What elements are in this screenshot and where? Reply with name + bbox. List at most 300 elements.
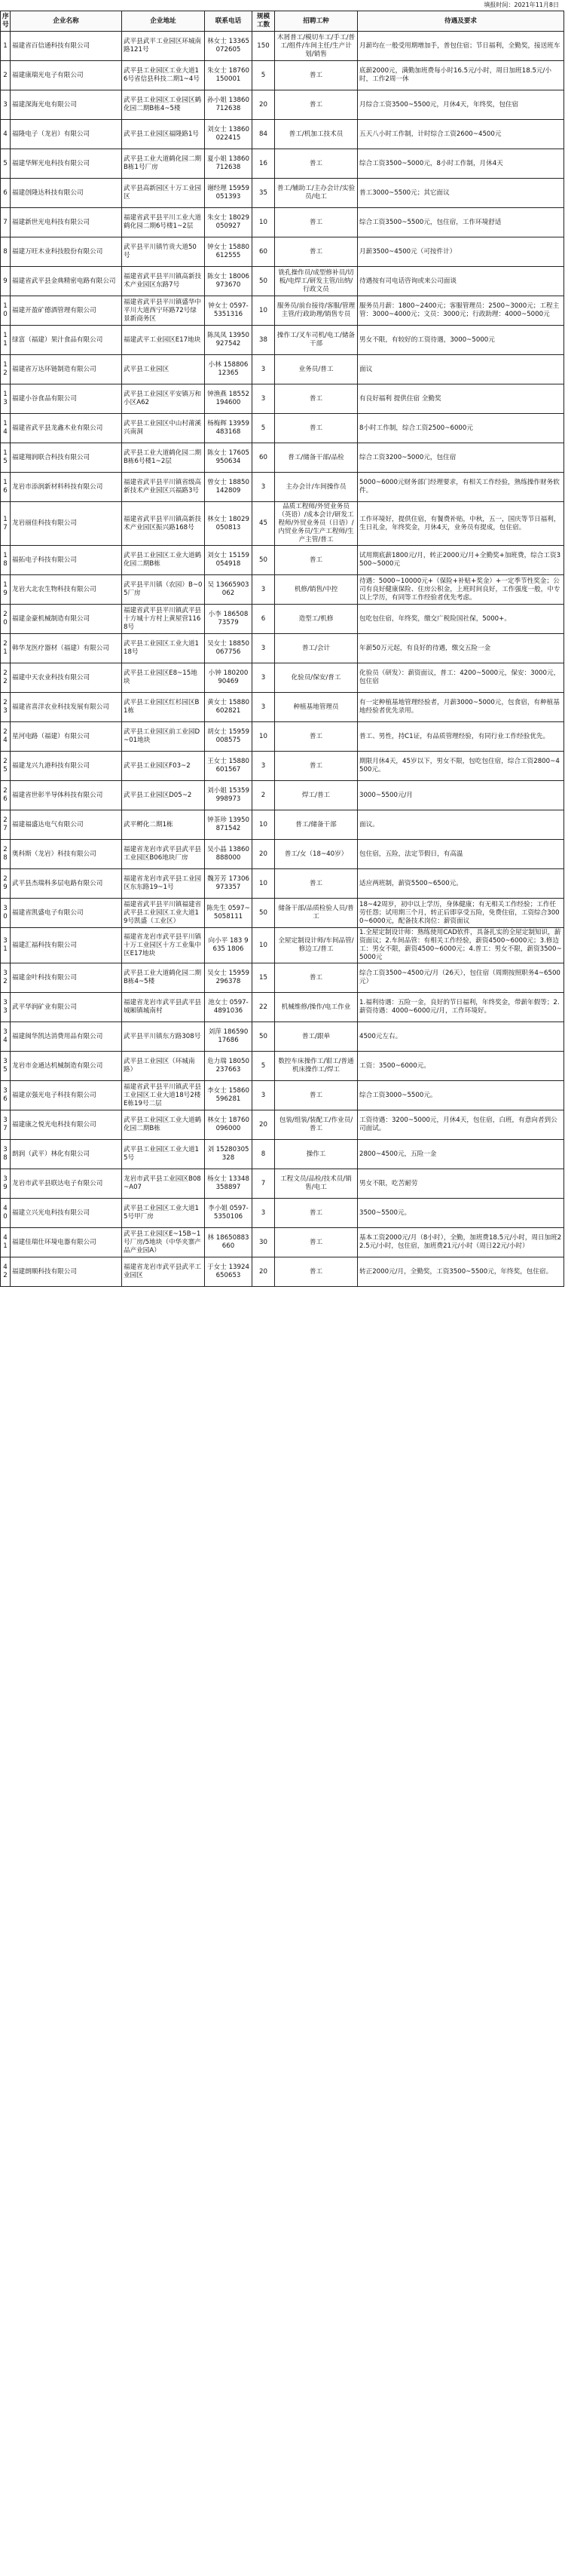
header-pay: 待遇及要求 (358, 11, 564, 32)
cell-seq: 28 (1, 840, 11, 869)
cell-pay: 五天八小时工作制，计时综合工资2600~4500元 (358, 120, 564, 149)
cell-address: 武平县平川镇东方路308号 (122, 1022, 205, 1052)
cell-pay: 3000~5500元/月 (358, 781, 564, 810)
cell-pay: 基本工资2000元/月（8小时），全勤，加班费18.5元/小时，周日加班22.5元/小时，包住宿，加班费21元/小时（周日22元/小时） (358, 1228, 564, 1257)
cell-address: 武平县工业园区工业大道15号甲厂房 (122, 1199, 205, 1228)
cell-phone: 于女士 13924650653 (205, 1257, 252, 1287)
table-row (1, 722, 564, 752)
cell-seq: 1 (1, 32, 11, 61)
cell-address: 武平县工业园区工业大道鹤化园二期B栋 (122, 1110, 205, 1140)
cell-company: 龙岩大北农生物科技有限公司 (11, 575, 122, 605)
cell-seq: 5 (1, 149, 11, 179)
cell-job: 工程文员/品检/技术员/销售/电工 (275, 1169, 358, 1199)
cell-size: 10 (252, 296, 275, 326)
cell-company: 龙岩市添润新材料科技有限公司 (11, 473, 122, 502)
cell-size: 20 (252, 1110, 275, 1140)
cell-phone: 林女士 13365072605 (205, 32, 252, 61)
cell-job: 普工 (275, 149, 358, 179)
cell-job: 化验员/保安/普工 (275, 663, 358, 693)
cell-job: 造型工/机修 (275, 605, 358, 634)
cell-address: 武平县工业园区D05~2 (122, 781, 205, 810)
cell-job: 普工 (275, 752, 358, 781)
table-row (1, 237, 564, 267)
cell-job: 焊工/普工 (275, 781, 358, 810)
table-row (1, 1140, 564, 1169)
cell-job: 全屋定制设计师/车间品管/修边工/普工 (275, 928, 358, 963)
cell-pay: 18~42周岁，初中以上学历，身体健康；有无相关工作经验；工作任劳任怨；试用期三个月，转正后即享受五险，免费住宿，工资综合3000~6000元，配备技术岗位：薪资面议 (358, 899, 564, 928)
cell-pay: 综合工资3500~5000元，8小时工作制，月休4天 (358, 149, 564, 179)
table-row (1, 1022, 564, 1052)
table-row (1, 605, 564, 634)
cell-pay: 3500~5500元。 (358, 1199, 564, 1228)
cell-pay: 1.全屋定制设计师：熟练使用CAD软件，具备扎实的全屋定制知识，薪资面议；2.车间品管：有相关工作经验，薪资4500~6000元；3.修边工：男女不限，薪资4500~6000元；4.普工：男女不限，薪资3500~5000元 (358, 928, 564, 963)
cell-pay: 月薪均在一般受用期增加手，普包住宿；节日福利，全勤奖，接送班车 (358, 32, 564, 61)
cell-size: 35 (252, 179, 275, 208)
cell-address: 福建省武平县平川镇盛华中平川大道西宁环路72号绿景新商务区 (122, 296, 205, 326)
cell-address: 武平县平川镇竹贵大道50号 (122, 237, 205, 267)
table-row (1, 384, 564, 414)
cell-seq: 8 (1, 237, 11, 267)
header-seq: 序号 (1, 11, 11, 32)
table-row (1, 1110, 564, 1140)
cell-address: 武平县工业大道鹤化园二期B栋4~5楼 (122, 963, 205, 993)
cell-phone: 刘女士 15159054918 (205, 546, 252, 575)
cell-seq: 17 (1, 502, 11, 546)
cell-pay: 面议 (358, 355, 564, 384)
cell-seq: 13 (1, 384, 11, 414)
cell-company: 韩华龙医疗器材（福建）有限公司 (11, 634, 122, 663)
cell-size: 50 (252, 546, 275, 575)
cell-address: 福建省龙岩市武平县平川镇十万工业园区十方工业集中区E17地块 (122, 928, 205, 963)
cell-company: 奥科斯（龙岩）科技有限公司 (11, 840, 122, 869)
cell-phone: 小李 18650873579 (205, 605, 252, 634)
cell-address: 福建省武平县平川镇福建省武平县工业园区工业大道19号凯盛（工业区） (122, 899, 205, 928)
cell-size: 150 (252, 32, 275, 61)
cell-job: 数控车床操作工/钳工/普通机床操作工/焊工 (275, 1052, 358, 1081)
cell-seq: 15 (1, 443, 11, 473)
cell-job: 普工/机加工技术员 (275, 120, 358, 149)
cell-company: 福建金豪机械制造有限公司 (11, 605, 122, 634)
cell-pay: 男女不限，吃苦耐劳 (358, 1169, 564, 1199)
cell-phone: 林 18650883660 (205, 1228, 252, 1257)
cell-company: 福建华辉光电科技有限公司 (11, 149, 122, 179)
cell-job: 普工 (275, 208, 358, 237)
cell-address: 武平孵化二期1栋 (122, 810, 205, 840)
header-phone: 联系电话 (205, 11, 252, 32)
cell-job: 普工 (275, 1228, 358, 1257)
cell-job: 机修/销售/中控 (275, 575, 358, 605)
cell-address: 武平县工业大道鹤化园二期B栋6号楼1~2层 (122, 443, 205, 473)
cell-company: 龙岩丽佳科技有限公司 (11, 502, 122, 546)
cell-phone: 林女士 18029050813 (205, 502, 252, 546)
cell-size: 45 (252, 502, 275, 546)
cell-address: 福建省龙岩市武平县武平县城厢镇城南村 (122, 993, 205, 1022)
cell-job: 普工/女（18~40岁） (275, 840, 358, 869)
cell-seq: 36 (1, 1081, 11, 1110)
table-row (1, 179, 564, 208)
cell-phone: 夏小姐 13860712638 (205, 149, 252, 179)
cell-pay: 1.福利待遇：五险一金，良好的节日福利，年终奖金，带薪年假等；2.薪资待遇：4000~6000元/月，工作环境好。 (358, 993, 564, 1022)
cell-company: 武平县杰瑞科多层电路有限公司 (11, 869, 122, 899)
cell-address: 武平县工业园区E8~15地块 (122, 663, 205, 693)
cell-seq: 40 (1, 1199, 11, 1228)
cell-phone: 陈先生 0597~5058111 (205, 899, 252, 928)
cell-job: 木屑普工/模切车工/手工/普工/组件/车间主任/生产计划/销售 (275, 32, 358, 61)
table-row (1, 1052, 564, 1081)
cell-job: 普工 (275, 1199, 358, 1228)
table-row (1, 993, 564, 1022)
cell-company: 福建立兴光电科技有限公司 (11, 1199, 122, 1228)
cell-phone: 王女士 15880601567 (205, 752, 252, 781)
table-row (1, 326, 564, 355)
cell-pay: 男女不限，有较好的工资待遇，3000~5000元 (358, 326, 564, 355)
cell-seq: 33 (1, 993, 11, 1022)
cell-size: 10 (252, 722, 275, 752)
cell-seq: 34 (1, 1022, 11, 1052)
cell-company: 福建金叶科技有限公司 (11, 963, 122, 993)
cell-address: 武平县工业园区（环城南路） (122, 1052, 205, 1081)
cell-phone: 钟茶珍 13950871542 (205, 810, 252, 840)
cell-pay: 化验员（研发）：薪资面议，普工：4200~5000元，保安：3000元，包住宿 (358, 663, 564, 693)
cell-job: 品质工程师/外贸业务员（英语）/成本会计/研发工程师/外贸业务员（日语）/内贸业务员/生产工程师/生产主管/普工 (275, 502, 358, 546)
cell-phone: 陈凤凤 13950927542 (205, 326, 252, 355)
cell-pay: 8小时工作制，综合工资2500~6000元 (358, 414, 564, 443)
cell-size: 16 (252, 149, 275, 179)
cell-address: 武平县工业园区中山村莆溪兴南洞 (122, 414, 205, 443)
cell-seq: 26 (1, 781, 11, 810)
cell-pay: 工作环境好，提供住宿，有餐费补贴，中秋，五一，国庆等节日福利，生日礼金，年终奖金，月休4天，业务员有提成，包住宿。 (358, 502, 564, 546)
cell-phone: 钟女士 0597-5351316 (205, 296, 252, 326)
cell-pay: 适应两班制，薪资5500~6500元。 (358, 869, 564, 899)
cell-pay: 待遇按有司电话咨询或来公司面谈 (358, 267, 564, 296)
cell-seq: 41 (1, 1228, 11, 1257)
cell-phone: 陈女士 17605950634 (205, 443, 252, 473)
cell-company: 福建省世彰半导体科技有限公司 (11, 781, 122, 810)
cell-job: 普工 (275, 384, 358, 414)
table-row (1, 502, 564, 546)
cell-job: 业务员/普工 (275, 355, 358, 384)
cell-size: 10 (252, 810, 275, 840)
table-row (1, 899, 564, 928)
table-row (1, 1257, 564, 1287)
cell-address: 福建省武平县平川镇武平县工业园区工业大道18号2楼E栋19号二层 (122, 1081, 205, 1110)
cell-seq: 27 (1, 810, 11, 840)
cell-seq: 16 (1, 473, 11, 502)
cell-job: 主办会计/车间操作员 (275, 473, 358, 502)
table-row (1, 149, 564, 179)
table-row (1, 1081, 564, 1110)
cell-size: 30 (252, 1228, 275, 1257)
table-row (1, 1199, 564, 1228)
cell-phone: 吴 13665903062 (205, 575, 252, 605)
cell-company: 绿富（福建）果汁食品有限公司 (11, 326, 122, 355)
cell-size: 3 (252, 384, 275, 414)
cell-company: 福建小谷食品有限公司 (11, 384, 122, 414)
cell-phone: 小林 15880612365 (205, 355, 252, 384)
cell-seq: 38 (1, 1140, 11, 1169)
cell-company: 福建省百信通科技有限公司 (11, 32, 122, 61)
cell-size: 50 (252, 899, 275, 928)
table-row (1, 267, 564, 296)
cell-job: 普工 (275, 90, 358, 120)
cell-seq: 10 (1, 296, 11, 326)
table-row (1, 90, 564, 120)
header-size: 规模工数 (252, 11, 275, 32)
cell-seq: 3 (1, 90, 11, 120)
cell-pay: 工资待遇：3200~5000元，月休4天，包住宿，白班，有意向者到公司面试。 (358, 1110, 564, 1140)
cell-address: 福建省武平县平川镇武平县十方城十方村上黄屋营1168号 (122, 605, 205, 634)
cell-pay: 月综合工资3500~5500元，月休4天，年终奖，包住宿 (358, 90, 564, 120)
table-row (1, 546, 564, 575)
cell-pay: 年薪50万元起，有良好的待遇，缴交五险一金 (358, 634, 564, 663)
cell-size: 3 (252, 473, 275, 502)
cell-phone: 魏芳芳 17306973357 (205, 869, 252, 899)
cell-size: 3 (252, 693, 275, 722)
cell-address: 福建省龙岩市武平县工业园区东东路19~1号 (122, 869, 205, 899)
cell-phone: 谢经理 15959051393 (205, 179, 252, 208)
cell-size: 3 (252, 663, 275, 693)
cell-size: 5 (252, 414, 275, 443)
cell-pay: 综合工资3200~5000元，包住宿 (358, 443, 564, 473)
table-row (1, 443, 564, 473)
cell-phone: 吴小晶 13860888000 (205, 840, 252, 869)
cell-job: 普工 (275, 1081, 358, 1110)
cell-size: 84 (252, 120, 275, 149)
table-row (1, 781, 564, 810)
table-row (1, 296, 564, 326)
cell-seq: 12 (1, 355, 11, 384)
cell-size: 50 (252, 1022, 275, 1052)
cell-phone: 林女士 18760096000 (205, 1110, 252, 1140)
cell-phone: 刘 15280305328 (205, 1140, 252, 1169)
cell-job: 普工 (275, 1257, 358, 1287)
cell-company: 福建万旺木业科技股份有限公司 (11, 237, 122, 267)
cell-company: 福建京强光电子科技有限公司 (11, 1081, 122, 1110)
cell-job: 普工/储备干部 (275, 810, 358, 840)
cell-phone: 李小姐 0597-5350106 (205, 1199, 252, 1228)
table-row (1, 575, 564, 605)
cell-job: 普工 (275, 414, 358, 443)
cell-seq: 6 (1, 179, 11, 208)
cell-company: 福建开盈矿德酒管理有限公司 (11, 296, 122, 326)
cell-address: 武平县工业园区前工业园D~01地块 (122, 722, 205, 752)
cell-pay: 试用期底薪1800元/月，转正2000元/月+全勤奖+加班费，综合工资3500~5000元 (358, 546, 564, 575)
cell-address: 武平县工业大道鹤化园二期B栋1号厂房 (122, 149, 205, 179)
cell-phone: 钟渔燕 18552194600 (205, 384, 252, 414)
cell-company: 福建福盛达电气有限公司 (11, 810, 122, 840)
cell-address: 武平县工业园区平安镇万和小区A62 (122, 384, 205, 414)
cell-size: 5 (252, 61, 275, 90)
cell-company: 福拓电子科技有限公司 (11, 546, 122, 575)
table-row (1, 963, 564, 993)
cell-size: 10 (252, 869, 275, 899)
cell-pay: 待遇：5000~10000元+（保险+补贴+奖金）+一定季节性奖金；公司有良好健康保险、住房公积金，上班时间良好，工作强度一般，中专以上学历，有同等工作经验者优先考虑。 (358, 575, 564, 605)
cell-seq: 42 (1, 1257, 11, 1287)
cell-pay: 服务员月薪：1800~2400元；客服管理员：2500~3000元；工程主管：3000~4000元；文员：3000元；行政助理：4000~5000元 (358, 296, 564, 326)
cell-company: 福建朗顺科技有限公司 (11, 1257, 122, 1287)
cell-seq: 14 (1, 414, 11, 443)
cell-address: 武平县武平工业园区环城南路121号 (122, 32, 205, 61)
cell-job: 普工 (275, 722, 358, 752)
cell-seq: 25 (1, 752, 11, 781)
cell-address: 福建省武平县平川镇高新技术产业园区振兴路168号 (122, 502, 205, 546)
cell-size: 3 (252, 1081, 275, 1110)
cell-size: 20 (252, 90, 275, 120)
cell-address: 福建省龙岩市武平县武平工业园区 (122, 1257, 205, 1287)
cell-size: 6 (252, 605, 275, 634)
table-row (1, 120, 564, 149)
cell-job: 普工 (275, 869, 358, 899)
cell-pay: 综合工资3500~4500元/月（26天），包住宿（周期按照职务4~6500元） (358, 963, 564, 993)
cell-pay: 综合工资3500~5500元，包住宿，工作环境舒适 (358, 208, 564, 237)
table-row (1, 1169, 564, 1199)
cell-phone: 向小平 183 9635 1806 (205, 928, 252, 963)
header-address: 企业地址 (122, 11, 205, 32)
cell-pay: 包住宿，五险，法定节假日，有高温 (358, 840, 564, 869)
cell-address: 武平县高新园区十万工业园区 (122, 179, 205, 208)
cell-address: 武平县工业园区工业大道15号 (122, 1140, 205, 1169)
cell-job: 储备干部/品质检验人员/普工 (275, 899, 358, 928)
cell-job: 种植基地管理员 (275, 693, 358, 722)
cell-size: 20 (252, 840, 275, 869)
cell-size: 5 (252, 1052, 275, 1081)
cell-company: 福建康瑞光电子有限公司 (11, 61, 122, 90)
cell-job: 包装/组装/装配工/作业员/普工 (275, 1110, 358, 1140)
cell-address: 武平县工业园区 (122, 355, 205, 384)
cell-address: 龙岩市武平县工业园区B08~A07 (122, 1169, 205, 1199)
recruitment-table (0, 11, 564, 1287)
cell-size: 7 (252, 1169, 275, 1199)
table-row (1, 810, 564, 840)
cell-size: 38 (252, 326, 275, 355)
cell-job: 普工/辅助工/主办会计/实验员/电工 (275, 179, 358, 208)
cell-job: 普工/储备干部/品检 (275, 443, 358, 473)
cell-address: 武平县平川镇（农园）B~05厂房 (122, 575, 205, 605)
table-row (1, 663, 564, 693)
table-row (1, 355, 564, 384)
cell-job: 普工/跟单 (275, 1022, 358, 1052)
cell-job: 普工/会计 (275, 634, 358, 663)
cell-size: 60 (252, 237, 275, 267)
cell-size: 3 (252, 634, 275, 663)
cell-phone: 吴女士 15959296378 (205, 963, 252, 993)
cell-seq: 32 (1, 963, 11, 993)
cell-job: 铣孔操作员/成型修补员/切板/电焊工/研发主管/出纳/行政文员 (275, 267, 358, 296)
cell-phone: 陈女士 18006973670 (205, 267, 252, 296)
cell-seq: 18 (1, 546, 11, 575)
cell-seq: 29 (1, 869, 11, 899)
fill-date: 填报时间：2021年11月8日 (484, 2, 559, 8)
cell-phone: 曾女士 18850142809 (205, 473, 252, 502)
cell-seq: 2 (1, 61, 11, 90)
cell-size: 10 (252, 208, 275, 237)
cell-pay: 工资：3500~6000元。 (358, 1052, 564, 1081)
cell-company: 福建闽华凯达消费用品有限公司 (11, 1022, 122, 1052)
table-header-row (1, 11, 564, 32)
cell-seq: 11 (1, 326, 11, 355)
cell-company: 武平华润矿业有限公司 (11, 993, 122, 1022)
cell-job: 普工 (275, 237, 358, 267)
cell-address: 武平县工业园区工业大道16号省信县科技二期1~4号 (122, 61, 205, 90)
cell-address: 武平县工业园区工业园区鹤化园二期B栋4~5楼 (122, 90, 205, 120)
cell-seq: 37 (1, 1110, 11, 1140)
cell-company: 福建龙兴九港科技有限公司 (11, 752, 122, 781)
cell-pay: 底薪2000元，满勤加班费每小时16.5元/小时，周日加班18.5元/小时，工作2周一休 (358, 61, 564, 90)
cell-company: 福建康之悦光电科技有限公司 (11, 1110, 122, 1140)
cell-seq: 21 (1, 634, 11, 663)
cell-size: 10 (252, 928, 275, 963)
cell-company: 朗润（武平）林化有限公司 (11, 1140, 122, 1169)
table-row (1, 693, 564, 722)
cell-pay: 面议。 (358, 810, 564, 840)
cell-job: 操作工/叉车司机/电工/储备干部 (275, 326, 358, 355)
table-row (1, 752, 564, 781)
cell-pay: 期限月休4天，45岁以下，男女不限，包吃包住宿，综合工资2800~4500元。 (358, 752, 564, 781)
header-job: 招聘工种 (275, 11, 358, 32)
cell-company: 福建佳瑞仕环境电器有限公司 (11, 1228, 122, 1257)
cell-phone: 黄女士 15880602821 (205, 693, 252, 722)
cell-phone: 小钟 18020090469 (205, 663, 252, 693)
cell-pay: 普工3000~5500元；其它面议 (358, 179, 564, 208)
table-row (1, 414, 564, 443)
cell-job: 操作工 (275, 1140, 358, 1169)
cell-size: 15 (252, 963, 275, 993)
table-row (1, 473, 564, 502)
cell-pay: 4500元左右。 (358, 1022, 564, 1052)
cell-company: 福建省武平县龙鑫木业有限公司 (11, 414, 122, 443)
table-row (1, 32, 564, 61)
cell-seq: 9 (1, 267, 11, 296)
cell-phone: 朱女士 18029050927 (205, 208, 252, 237)
cell-company: 福建新世光电科技有限公司 (11, 208, 122, 237)
cell-phone: 刘萍 18659017686 (205, 1022, 252, 1052)
cell-job: 普工 (275, 963, 358, 993)
cell-size: 8 (252, 1140, 275, 1169)
cell-size: 3 (252, 355, 275, 384)
cell-seq: 22 (1, 663, 11, 693)
cell-pay: 转正2000元/月，全勤奖，工资3500~5500元，年终奖，包住宿。 (358, 1257, 564, 1287)
table-row (1, 928, 564, 963)
cell-company: 龙岩市金通达机械制造有限公司 (11, 1052, 122, 1081)
cell-address: 福建武平工业园区E17地块 (122, 326, 205, 355)
cell-company: 福隆电子（龙岩）有限公司 (11, 120, 122, 149)
cell-phone: 危力瑞 18050237663 (205, 1052, 252, 1081)
cell-size: 3 (252, 575, 275, 605)
cell-phone: 杨女士 13348358897 (205, 1169, 252, 1199)
cell-seq: 4 (1, 120, 11, 149)
cell-pay: 2800~4500元，五险一金 (358, 1140, 564, 1169)
cell-company: 福建省凯盛电子有限公司 (11, 899, 122, 928)
cell-seq: 39 (1, 1169, 11, 1199)
cell-job: 普工 (275, 546, 358, 575)
cell-pay: 综合工资3000~5500元。 (358, 1081, 564, 1110)
table-row (1, 1228, 564, 1257)
cell-phone: 朱女士 18760150001 (205, 61, 252, 90)
cell-size: 2 (252, 781, 275, 810)
cell-size: 3 (252, 1199, 275, 1228)
cell-job: 服务员/前台接待/客服/管理主管/行政助理/销售专员 (275, 296, 358, 326)
cell-phone: 刘女士 13860022415 (205, 120, 252, 149)
cell-pay: 普工、男性，持C1证，有品质管理经验，有同行业工作经验优先。 (358, 722, 564, 752)
cell-pay: 5000~6000元财务部门经理要求，有相关工作经验，熟练操作财务软件。 (358, 473, 564, 502)
cell-phone: 胡女士 15959008575 (205, 722, 252, 752)
cell-seq: 7 (1, 208, 11, 237)
cell-pay: 包吃包住宿，年终奖，缴交广税险国社保，5000+。 (358, 605, 564, 634)
table-row (1, 869, 564, 899)
table-row (1, 840, 564, 869)
table-row (1, 61, 564, 90)
cell-address: 武平县工业园区F03~2 (122, 752, 205, 781)
